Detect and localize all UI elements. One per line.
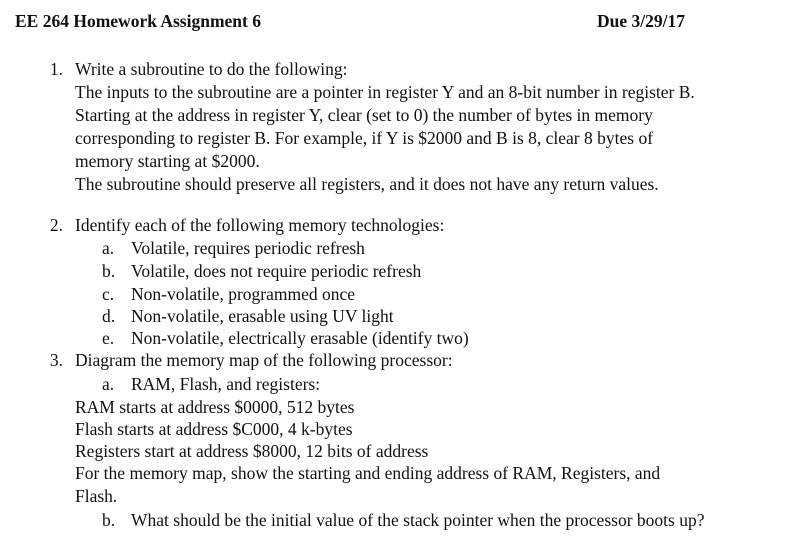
q2-item-letter: d.: [102, 306, 116, 326]
q3-part-b-letter: b.: [102, 510, 116, 530]
q2-number: 2.: [49, 215, 63, 235]
q3-prompt: Diagram the memory map of the following processor:: [75, 350, 453, 370]
q3-part-a-text: RAM, Flash, and registers:: [131, 374, 321, 394]
q1-line: Starting at the address in register Y, clear (set to 0) the number of bytes in memory: [75, 105, 653, 125]
q1-number: 1.: [49, 59, 63, 79]
due-date: Due 3/29/17: [597, 11, 685, 31]
q2-item-text: Volatile, requires periodic refresh: [131, 238, 365, 258]
q3-detail-line: RAM starts at address $0000, 512 bytes: [75, 397, 355, 417]
q3-detail-line: Flash.: [75, 486, 118, 506]
q1-line: The subroutine should preserve all registers, and it does not have any return values.: [75, 174, 659, 194]
q3-number: 3.: [49, 350, 63, 370]
q2-item-text: Non-volatile, electrically erasable (identify two): [131, 328, 469, 348]
q2-item-text: Non-volatile, erasable using UV light: [131, 306, 394, 326]
q1-line: Write a subroutine to do the following:: [75, 59, 348, 79]
q2-item-letter: a.: [102, 238, 115, 258]
q3-detail-line: For the memory map, show the starting and ending address of RAM, Registers, and: [75, 463, 661, 483]
q3-detail-line: Registers start at address $8000, 12 bits of address: [75, 441, 429, 461]
q3-part-a-letter: a.: [102, 374, 115, 394]
q2-item-text: Non-volatile, programmed once: [131, 284, 356, 304]
assignment-title: EE 264 Homework Assignment 6: [15, 11, 261, 31]
q2-item-text: Volatile, does not require periodic refresh: [131, 261, 422, 281]
q3-detail-line: Flash starts at address $C000, 4 k-bytes: [75, 419, 353, 439]
q3-part-b-text: What should be the initial value of the stack pointer when the processor boots up?: [131, 510, 705, 530]
q2-item-letter: b.: [102, 261, 116, 281]
q1-line: memory starting at $2000.: [75, 151, 260, 171]
q2-item-letter: e.: [102, 328, 115, 348]
q1-line: The inputs to the subroutine are a pointer in register Y and an 8-bit number in register B.: [75, 82, 695, 102]
q2-item-letter: c.: [102, 284, 115, 304]
q2-prompt: Identify each of the following memory technologies:: [75, 215, 445, 235]
q1-line: corresponding to register B. For example, if Y is $2000 and B is 8, clear 8 bytes of: [75, 128, 654, 148]
